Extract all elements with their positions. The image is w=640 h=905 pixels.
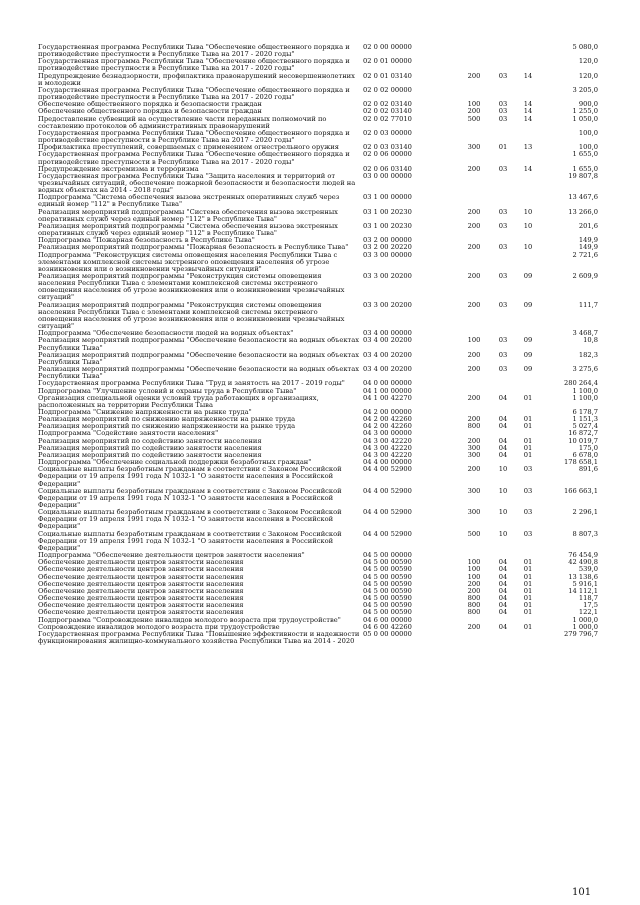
row-expense-type: 200 (467, 272, 481, 280)
row-amount: 120,0 (578, 57, 598, 66)
row-section: 10 (498, 508, 508, 517)
row-name: Обеспечение деятельности центров занятости населения (38, 579, 244, 588)
row-code: 04 5 00 00590 (363, 608, 412, 617)
row-name: Государственная программа Республики Тыва "Обеспечение общественного порядка и противодействие преступности в Республике Тыва на 2017 - 2020 годы" (38, 43, 350, 59)
row-code: 04 5 00 00590 (363, 594, 412, 603)
row-section: 03 (498, 272, 508, 280)
row-subsection: 01 (523, 436, 533, 445)
table-row (38, 302, 598, 331)
row-code: 04 5 00 00590 (363, 601, 412, 610)
row-name: Социальные выплаты безработным гражданам в соответствии с Законом Российской Федерации от 19 апреля 1991 года N 1032-1 "О занятости населения в Российской Федерации" (38, 465, 342, 488)
table-row (38, 631, 598, 645)
row-name: Реализация мероприятий подпрограммы "Обеспечение безопасности на водных объектах Республики Тыва" (38, 350, 359, 366)
table-row (38, 130, 598, 144)
row-code: 02 0 01 00000 (363, 57, 412, 66)
row-subsection: 13 (523, 143, 533, 152)
row-section: 10 (498, 529, 508, 538)
row-name: Подпрограмма "Содействие занятости населения" (38, 429, 219, 438)
row-section: 04 (498, 558, 508, 567)
row-amount: 175,0 (578, 443, 598, 452)
row-name: Обеспечение деятельности центров занятости населения (38, 586, 244, 595)
row-amount: 13 266,0 (568, 207, 598, 216)
row-expense-type: 300 (467, 143, 481, 152)
row-amount: 1 000,0 (572, 615, 598, 624)
row-section: 04 (498, 579, 508, 588)
row-name: Реализация мероприятий по снижению напряженности на рынке труда (38, 422, 296, 431)
row-code: 04 3 00 00000 (363, 429, 412, 438)
row-amount: 891,6 (578, 465, 598, 474)
row-name: Обеспечение деятельности центров занятости населения (38, 572, 244, 581)
row-section: 04 (498, 422, 508, 431)
row-code: 04 5 00 00590 (363, 579, 412, 588)
row-section: 10 (498, 465, 508, 474)
table-row (38, 209, 598, 223)
row-code: 04 5 00 00590 (363, 572, 412, 581)
row-subsection: 09 (523, 300, 533, 309)
row-section: 03 (498, 100, 508, 109)
row-subsection: 01 (523, 572, 533, 581)
row-name: Подпрограмма "Обеспечение безопасности людей на водных объектах" (38, 329, 294, 338)
row-subsection: 14 (523, 114, 533, 123)
table-row (38, 366, 598, 380)
row-name: Реализация мероприятий подпрограммы "Система обеспечения вызова экстренных оперативных служб через единый номер "112" в Республике Тыва" (38, 207, 338, 223)
row-subsection: 01 (523, 415, 533, 424)
row-code: 02 0 03 03140 (363, 143, 412, 152)
row-name: Реализация мероприятий подпрограммы "Реконструкция системы оповещения населения Республики Тыва с элементами комплексной системы экстренного оповещения населения об угрозе возникновения или о возникновении чрезвычайных ситуаций" (38, 272, 345, 302)
row-code: 02 0 02 03140 (363, 100, 412, 109)
row-expense-type: 200 (467, 221, 481, 230)
row-code: 04 4 00 52900 (363, 465, 412, 474)
row-amount: 14 112,1 (568, 586, 598, 595)
row-amount: 16 872,7 (568, 429, 598, 438)
row-amount: 280 264,4 (563, 379, 598, 388)
row-code: 04 2 00 42260 (363, 415, 412, 424)
row-subsection: 03 (523, 529, 533, 538)
row-code: 03 1 00 00000 (363, 193, 412, 202)
row-code: 04 4 00 52900 (363, 508, 412, 517)
row-section: 04 (498, 572, 508, 581)
row-code: 04 3 00 42220 (363, 443, 412, 452)
table-row (38, 252, 598, 273)
row-subsection: 09 (523, 272, 533, 280)
row-amount: 1 151,3 (572, 415, 598, 424)
row-amount: 1 050,0 (572, 114, 598, 123)
row-amount: 1 655,0 (572, 164, 598, 173)
row-name: Подпрограмма "Реконструкция системы оповещения населения Республики Тыва с элементами комплексной системы экстренного оповещения населения об угрозе возникновения или о возникновении чрезвычайных ситуаций" (38, 250, 338, 273)
row-section: 10 (498, 486, 508, 495)
row-expense-type: 200 (467, 350, 481, 359)
table-row (38, 223, 598, 237)
row-subsection: 14 (523, 100, 533, 109)
row-name: Государственная программа Республики Тыва "Труд и занятость на 2017 - 2019 годы" (38, 379, 345, 388)
row-amount: 100,0 (578, 128, 598, 137)
row-section: 04 (498, 622, 508, 631)
row-name: Государственная программа Республики Тыва "Обеспечение общественного порядка и противодействие преступности в Республике Тыва на 2017 - 2020 годы" (38, 57, 350, 73)
row-expense-type: 200 (467, 243, 481, 252)
row-code: 04 0 00 00000 (363, 379, 412, 388)
table-row (38, 395, 598, 409)
row-section: 04 (498, 608, 508, 617)
row-amount: 76 454,9 (568, 551, 598, 560)
row-name: Обеспечение деятельности центров занятости населения (38, 601, 244, 610)
row-amount: 5 080,0 (572, 43, 598, 51)
row-code: 04 5 00 00590 (363, 565, 412, 574)
row-subsection: 10 (523, 221, 533, 230)
row-amount: 3 205,0 (572, 85, 598, 94)
row-code: 04 1 00 42270 (363, 393, 412, 402)
row-expense-type: 300 (467, 486, 481, 495)
row-subsection: 14 (523, 71, 533, 80)
row-subsection: 01 (523, 622, 533, 631)
table-row (38, 466, 598, 487)
table-row (38, 173, 598, 194)
table-row (38, 44, 598, 58)
row-section: 04 (498, 415, 508, 424)
row-subsection: 01 (523, 586, 533, 595)
row-section: 03 (498, 107, 508, 116)
row-section: 01 (498, 143, 508, 152)
row-amount: 13 138,6 (568, 572, 598, 581)
row-section: 04 (498, 443, 508, 452)
row-name: Реализация мероприятий подпрограммы "Обеспечение безопасности на водных объектах Республики Тыва" (38, 336, 359, 352)
row-amount: 166 663,1 (563, 486, 598, 495)
table-row (38, 87, 598, 101)
row-section: 04 (498, 586, 508, 595)
row-expense-type: 200 (467, 164, 481, 173)
row-code: 03 3 00 20200 (363, 272, 412, 280)
row-name: Организация специальной оценки условий труда работающих в организациях, расположенных на территории Республики Тыва (38, 393, 319, 409)
row-amount: 10,8 (583, 336, 598, 345)
row-expense-type: 200 (467, 71, 481, 80)
row-section: 04 (498, 601, 508, 610)
row-name: Подпрограмма "Обеспечение социальной поддержки безработных граждан" (38, 458, 312, 467)
row-expense-type: 200 (467, 207, 481, 216)
row-amount: 8 807,3 (572, 529, 598, 538)
row-name: Подпрограмма "Система обеспечения вызова экстренных оперативных служб через единый номер "112" в Республике Тыва" (38, 193, 340, 209)
row-subsection: 01 (523, 608, 533, 617)
row-expense-type: 500 (467, 114, 481, 123)
row-subsection: 01 (523, 565, 533, 574)
row-section: 03 (498, 365, 508, 374)
row-subsection: 09 (523, 350, 533, 359)
row-expense-type: 100 (467, 572, 481, 581)
row-amount: 149,9 (578, 236, 598, 245)
table-row (38, 531, 598, 552)
row-name: Профилактика преступлений, совершаемых с применением огнестрельного оружия (38, 143, 339, 152)
row-amount: 122,1 (578, 608, 598, 617)
row-amount: 1 000,0 (572, 622, 598, 631)
row-subsection: 01 (523, 579, 533, 588)
row-name: Подпрограмма "Обеспечение деятельности центров занятости населения" (38, 551, 305, 560)
row-code: 03 4 00 20200 (363, 365, 412, 374)
row-amount: 182,3 (578, 350, 598, 359)
row-code: 02 0 03 00000 (363, 128, 412, 137)
row-code: 05 0 00 00000 (363, 629, 412, 638)
row-name: Предупреждение безнадзорности, профилактика правонарушений несовершеннолетних и молодежи (38, 71, 355, 87)
row-amount: 5 027,4 (572, 422, 598, 431)
row-amount: 3 468,7 (572, 329, 598, 338)
row-name: Государственная программа Республики Тыва "Обеспечение общественного порядка и противодействие преступности в Республике Тыва на 2017 - 2020 годы" (38, 128, 350, 145)
row-name: Реализация мероприятий подпрограммы "Обеспечение безопасности на водных объектах Республики Тыва" (38, 365, 359, 381)
table-row (38, 116, 598, 130)
row-subsection: 01 (523, 443, 533, 452)
row-section: 04 (498, 565, 508, 574)
row-name: Реализация мероприятий по содействию занятости населения (38, 443, 262, 452)
row-amount: 6 678,0 (572, 450, 598, 459)
row-amount: 13 467,6 (568, 193, 598, 202)
row-code: 03 2 00 20220 (363, 243, 412, 252)
row-name: Реализация мероприятий подпрограммы "Реконструкция системы оповещения населения Республики Тыва с элементами комплексной системы экстренного оповещения населения об угрозе возникновения или о возникновении чрезвычайных ситуаций" (38, 300, 345, 331)
row-code: 04 5 00 00590 (363, 558, 412, 567)
row-amount: 149,9 (578, 243, 598, 252)
row-section: 03 (498, 164, 508, 173)
row-expense-type: 200 (467, 622, 481, 631)
row-name: Реализация мероприятий по снижению напряженности на рынке труда (38, 415, 296, 424)
row-expense-type: 200 (467, 579, 481, 588)
row-amount: 201,6 (578, 221, 598, 230)
row-name: Государственная программа Республики Тыва "Обеспечение общественного порядка и противодействие преступности в Республике Тыва на 2017 - 2020 годы" (38, 85, 350, 102)
row-section: 04 (498, 393, 508, 402)
row-amount: 118,7 (578, 594, 598, 603)
row-subsection: 01 (523, 393, 533, 402)
row-code: 03 1 00 20230 (363, 207, 412, 216)
row-subsection: 14 (523, 164, 533, 173)
row-name: Социальные выплаты безработным гражданам в соответствии с Законом Российской Федерации от 19 апреля 1991 года N 1032-1 "О занятости населения в Российской Федерации" (38, 529, 342, 552)
row-section: 03 (498, 243, 508, 252)
row-code: 02 0 02 00000 (363, 85, 412, 94)
row-expense-type: 500 (467, 529, 481, 538)
row-name: Социальные выплаты безработным гражданам в соответствии с Законом Российской Федерации от 19 апреля 1991 года N 1032-1 "О занятости населения в Российской Федерации" (38, 486, 342, 509)
page-number: 101 (572, 887, 592, 898)
row-code: 04 5 00 00000 (363, 551, 412, 560)
row-amount: 17,5 (583, 601, 598, 610)
row-expense-type: 800 (467, 601, 481, 610)
row-amount: 5 916,1 (572, 579, 598, 588)
table-row (38, 194, 598, 208)
row-code: 02 0 01 03140 (363, 71, 412, 80)
row-expense-type: 200 (467, 365, 481, 374)
row-amount: 539,0 (578, 565, 598, 574)
row-expense-type: 200 (467, 107, 481, 116)
row-name: Государственная программа Республики Тыва "Повышение эффективности и надежности функционирования жилищно-коммунального хозяйства Республики Тыва на 2014 - 2020 (38, 629, 360, 645)
row-name: Социальные выплаты безработным гражданам в соответствии с Законом Российской Федерации от 19 апреля 1991 года N 1032-1 "О занятости населения в Российской Федерации" (38, 508, 342, 531)
row-subsection: 09 (523, 365, 533, 374)
row-code: 03 4 00 00000 (363, 329, 412, 338)
row-subsection: 03 (523, 465, 533, 474)
row-section: 04 (498, 436, 508, 445)
row-amount: 2 609,9 (572, 272, 598, 280)
row-name: Обеспечение деятельности центров занятости населения (38, 558, 244, 567)
row-code: 03 3 00 20200 (363, 300, 412, 309)
row-expense-type: 200 (467, 415, 481, 424)
table-row (38, 273, 598, 302)
row-code: 04 4 00 52900 (363, 529, 412, 538)
row-subsection: 01 (523, 558, 533, 567)
row-name: Обеспечение деятельности центров занятости населения (38, 594, 244, 603)
row-amount: 1 100,0 (572, 393, 598, 402)
row-section: 03 (498, 350, 508, 359)
row-expense-type: 800 (467, 608, 481, 617)
row-code: 02 0 06 00000 (363, 150, 412, 159)
row-expense-type: 300 (467, 508, 481, 517)
row-name: Обеспечение общественного порядка и безопасности граждан (38, 100, 262, 109)
row-code: 03 3 00 00000 (363, 250, 412, 259)
row-name: Подпрограмма "Снижение напряженности на рынке труда" (38, 407, 252, 416)
row-name: Сопровождение инвалидов молодого возраста при трудоустройстве (38, 622, 280, 631)
row-expense-type: 100 (467, 558, 481, 567)
row-subsection: 01 (523, 601, 533, 610)
row-section: 03 (498, 300, 508, 309)
row-name: Подпрограмма "Пожарная безопасность в Республике Тыва" (38, 236, 255, 245)
row-expense-type: 200 (467, 586, 481, 595)
row-code: 04 4 00 52900 (363, 486, 412, 495)
row-code: 04 3 00 42220 (363, 436, 412, 445)
row-amount: 178 658,1 (563, 458, 598, 467)
row-expense-type: 100 (467, 336, 481, 345)
row-expense-type: 200 (467, 465, 481, 474)
row-code: 04 5 00 00590 (363, 586, 412, 595)
row-amount: 1 655,0 (572, 150, 598, 159)
row-expense-type: 300 (467, 450, 481, 459)
row-code: 03 4 00 20200 (363, 336, 412, 345)
row-expense-type: 100 (467, 100, 481, 109)
row-name: Реализация мероприятий подпрограммы "Система обеспечения вызова экстренных оперативных служб через единый номер "112" в Республике Тыва" (38, 221, 338, 238)
row-name: Реализация мероприятий по содействию занятости населения (38, 450, 262, 459)
row-amount: 1 255,0 (572, 107, 598, 116)
table-row (38, 488, 598, 509)
row-amount: 900,0 (578, 100, 598, 109)
row-subsection: 03 (523, 508, 533, 517)
row-name: Подпрограмма "Сопровождение инвалидов молодого возраста при трудоустройстве" (38, 615, 341, 624)
row-amount: 19 807,8 (568, 171, 598, 180)
row-subsection: 09 (523, 336, 533, 345)
row-name: Обеспечение деятельности центров занятости населения (38, 565, 244, 574)
row-code: 04 6 00 42260 (363, 622, 412, 631)
table-row (38, 58, 598, 72)
table-row (38, 352, 598, 366)
row-subsection: 14 (523, 107, 533, 116)
row-name: Обеспечение деятельности центров занятости населения (38, 608, 244, 617)
row-code: 03 0 00 00000 (363, 171, 412, 180)
row-amount: 2 721,6 (572, 250, 598, 259)
row-code: 02 0 00 00000 (363, 43, 412, 51)
table-row (38, 73, 598, 87)
row-code: 04 1 00 00000 (363, 386, 412, 395)
table-row (38, 151, 598, 165)
row-code: 04 3 00 42220 (363, 450, 412, 459)
row-code: 02 0 02 03140 (363, 107, 412, 116)
row-code: 04 6 00 00000 (363, 615, 412, 624)
row-expense-type: 200 (467, 436, 481, 445)
row-amount: 2 296,1 (572, 508, 598, 517)
row-expense-type: 200 (467, 393, 481, 402)
row-code: 04 2 00 42260 (363, 422, 412, 431)
row-amount: 10 019,7 (568, 436, 598, 445)
row-code: 04 4 00 00000 (363, 458, 412, 467)
row-amount: 3 275,6 (572, 365, 598, 374)
row-code: 02 0 02 77010 (363, 114, 412, 123)
row-name: Предоставление субвенций на осуществление части переданных полномочий по составлению протоколов об административных правонарушений (38, 114, 327, 130)
row-expense-type: 800 (467, 422, 481, 431)
row-name: Государственная программа Республики Тыва "Обеспечение общественного порядка и противодействие преступности в Республике Тыва на 2017 - 2020 годы" (38, 150, 350, 166)
row-amount: 279 796,7 (563, 629, 598, 638)
row-amount: 120,0 (578, 71, 598, 80)
row-amount: 1 100,0 (572, 386, 598, 395)
row-code: 02 0 06 03140 (363, 164, 412, 173)
row-name: Обеспечение общественного порядка и безопасности граждан (38, 107, 262, 116)
row-amount: 111,7 (578, 300, 598, 309)
row-amount: 100,0 (578, 143, 598, 152)
row-expense-type: 300 (467, 443, 481, 452)
row-expense-type: 100 (467, 565, 481, 574)
row-name: Реализация мероприятий по содействию занятости населения (38, 436, 262, 445)
row-section: 04 (498, 594, 508, 603)
row-section: 03 (498, 221, 508, 230)
row-amount: 42 490,8 (568, 558, 598, 567)
row-section: 03 (498, 71, 508, 80)
row-name: Государственная программа Республики Тыва "Защита населения и территорий от чрезвычайных ситуаций, обеспечение пожарной безопасности и безопасности людей на водных объектах на 2014 - 2018 годы" (38, 171, 356, 195)
row-section: 03 (498, 114, 508, 123)
row-name: Предупреждение экстремизма и терроризма (38, 164, 199, 173)
budget-table (38, 44, 598, 645)
row-section: 03 (498, 336, 508, 345)
row-code: 03 1 00 20230 (363, 221, 412, 230)
row-subsection: 01 (523, 422, 533, 431)
row-code: 04 2 00 00000 (363, 407, 412, 416)
table-row (38, 337, 598, 351)
row-subsection: 10 (523, 243, 533, 252)
table-row (38, 509, 598, 530)
row-name: Реализация мероприятий подпрограммы "Пожарная безопасность в Республике Тыва" (38, 243, 349, 252)
row-expense-type: 200 (467, 300, 481, 309)
row-expense-type: 800 (467, 594, 481, 603)
row-code: 03 2 00 00000 (363, 236, 412, 245)
row-subsection: 03 (523, 486, 533, 495)
row-name: Подпрограмма "Улучшение условий и охраны труда в Республике Тыва" (38, 386, 297, 395)
row-section: 03 (498, 207, 508, 216)
row-amount: 6 178,7 (572, 407, 598, 416)
row-subsection: 01 (523, 594, 533, 603)
row-subsection: 10 (523, 207, 533, 216)
row-code: 03 4 00 20200 (363, 350, 412, 359)
row-subsection: 01 (523, 450, 533, 459)
row-section: 04 (498, 450, 508, 459)
